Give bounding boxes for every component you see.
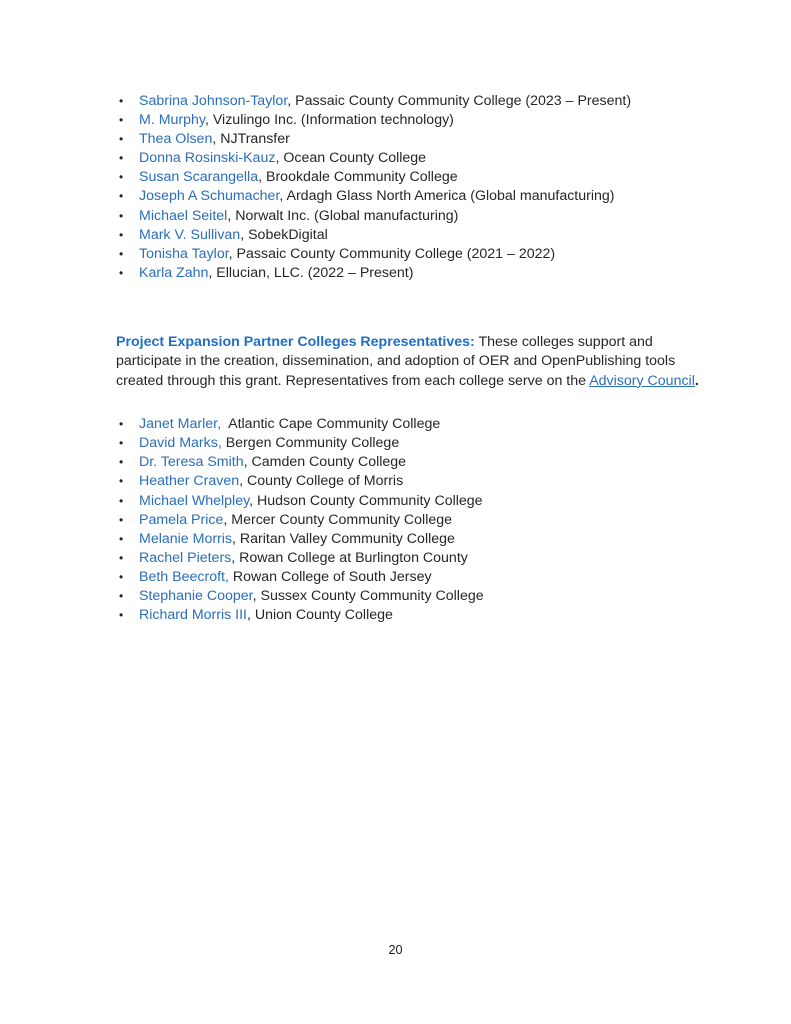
list-item bbox=[116, 549, 716, 568]
advisory-member-name-link[interactable]: Karla Zahn bbox=[139, 264, 209, 281]
partner-rep-affiliation: , Mercer County Community College bbox=[223, 511, 453, 528]
bullet-icon: • bbox=[119, 170, 124, 185]
bullet-icon: • bbox=[119, 189, 124, 204]
list-item bbox=[116, 245, 716, 264]
list-item bbox=[116, 187, 716, 206]
advisory-member-name-link[interactable]: Michael Seitel bbox=[139, 207, 228, 224]
bullet-icon: • bbox=[119, 608, 124, 623]
list-item bbox=[116, 472, 716, 491]
partner-rep-affiliation: , Sussex County Community College bbox=[252, 588, 484, 604]
partner-rep-affiliation: , Rowan College at Burlington County bbox=[231, 549, 468, 566]
bullet-icon: • bbox=[119, 417, 124, 432]
partner-rep-name-link[interactable]: Pamela Price bbox=[139, 511, 224, 528]
partner-rep-name-link[interactable]: Beth Beecroft, bbox=[139, 568, 229, 585]
bullet-icon: • bbox=[119, 132, 124, 147]
partner-rep-affiliation: , Hudson County Community College bbox=[249, 492, 483, 509]
partner-rep-affiliation: Rowan College of South Jersey bbox=[228, 568, 432, 585]
list-item bbox=[116, 264, 716, 283]
partner-rep-name-link[interactable]: Melanie Morris bbox=[139, 530, 233, 547]
bullet-icon: • bbox=[119, 436, 124, 451]
list-item bbox=[116, 168, 716, 187]
advisory-council-link[interactable]: Advisory Council bbox=[589, 372, 695, 389]
partner-rep-name-link[interactable]: Rachel Pieters bbox=[139, 549, 232, 566]
bullet-icon: • bbox=[119, 550, 124, 565]
bullet-icon: • bbox=[119, 474, 124, 489]
paragraph-list-spacer bbox=[116, 391, 716, 415]
page-number: 20 bbox=[388, 943, 403, 957]
list-item bbox=[116, 492, 716, 511]
list-item bbox=[116, 511, 716, 530]
bullet-icon: • bbox=[119, 151, 124, 166]
partner-colleges-body-before-link: These colleges support and participate in the creation, dissemination, and adoption of OER and OpenPublishing tools created through this grant. Representatives from each college serve on the bbox=[116, 333, 676, 389]
partner-rep-name-link[interactable]: Janet Marler, bbox=[139, 416, 222, 433]
advisory-member-affiliation: , Norwalt Inc. (Global manufacturing) bbox=[227, 207, 459, 224]
bullet-icon: • bbox=[119, 208, 124, 223]
bullet-icon: • bbox=[119, 531, 124, 546]
list-item bbox=[116, 130, 716, 149]
advisory-member-affiliation: , Vizulingo Inc. (Information technology) bbox=[204, 112, 454, 129]
list-item bbox=[116, 111, 716, 130]
advisory-member-affiliation: , Ocean County College bbox=[275, 150, 427, 167]
partner-rep-name-link[interactable]: Stephanie Cooper bbox=[139, 588, 253, 604]
list-item bbox=[116, 92, 716, 111]
advisory-member-name-link[interactable]: Tonisha Taylor bbox=[139, 245, 229, 262]
partner-rep-affiliation: , Camden County College bbox=[243, 454, 407, 471]
partner-colleges-list bbox=[116, 415, 716, 625]
list-item bbox=[116, 453, 716, 472]
advisory-member-affiliation: , Ellucian, LLC. (2022 – Present) bbox=[208, 264, 414, 281]
document-content bbox=[116, 92, 716, 625]
partner-rep-affiliation: , Union County College bbox=[247, 607, 393, 624]
partner-rep-name-link[interactable]: Dr. Teresa Smith bbox=[139, 454, 244, 471]
bullet-icon: • bbox=[119, 227, 124, 242]
advisory-member-affiliation: , Ardagh Glass North America (Global manufacturing) bbox=[279, 188, 615, 205]
advisory-member-affiliation: , Passaic County Community College (2021 – 2022) bbox=[228, 245, 556, 262]
advisory-member-affiliation: , Passaic County Community College (2023 – Present) bbox=[287, 93, 632, 109]
list-item bbox=[116, 606, 716, 625]
bullet-icon: • bbox=[119, 113, 124, 128]
partner-colleges-heading: Project Expansion Partner Colleges Representatives: bbox=[116, 333, 475, 350]
bullet-icon: • bbox=[119, 569, 124, 584]
advisory-member-name-link[interactable]: Mark V. Sullivan bbox=[139, 226, 241, 243]
bullet-icon: • bbox=[119, 589, 124, 603]
bullet-icon: • bbox=[119, 246, 124, 261]
partner-rep-affiliation: , County College of Morris bbox=[239, 473, 404, 490]
bullet-icon: • bbox=[119, 94, 124, 108]
advisory-member-name-link[interactable]: Sabrina Johnson-Taylor bbox=[139, 93, 288, 109]
partner-rep-affiliation: Atlantic Cape Community College bbox=[221, 416, 441, 433]
advisory-member-affiliation: , Brookdale Community College bbox=[258, 169, 458, 186]
advisory-member-name-link[interactable]: Thea Olsen bbox=[139, 131, 213, 148]
advisory-member-affiliation: , SobekDigital bbox=[240, 226, 328, 243]
list-item bbox=[116, 434, 716, 453]
advisory-board-list bbox=[116, 92, 716, 283]
bullet-icon: • bbox=[119, 512, 124, 527]
partner-colleges-paragraph bbox=[116, 333, 712, 391]
advisory-member-affiliation: , NJTransfer bbox=[212, 131, 290, 148]
list-item bbox=[116, 587, 716, 606]
advisory-member-name-link[interactable]: Joseph A Schumacher bbox=[139, 188, 280, 205]
list-item bbox=[116, 415, 716, 434]
list-item bbox=[116, 207, 716, 226]
list-item bbox=[116, 226, 716, 245]
partner-rep-name-link[interactable]: Heather Craven bbox=[139, 473, 240, 490]
partner-rep-name-link[interactable]: Richard Morris III bbox=[139, 607, 247, 624]
bullet-icon: • bbox=[119, 455, 124, 470]
list-item bbox=[116, 149, 716, 168]
bullet-icon: • bbox=[119, 265, 124, 280]
advisory-member-name-link[interactable]: Susan Scarangella bbox=[139, 169, 259, 186]
partner-rep-name-link[interactable]: Michael Whelpley bbox=[139, 492, 250, 509]
partner-rep-name-link[interactable]: David Marks, bbox=[139, 435, 222, 452]
list-item bbox=[116, 568, 716, 587]
partner-rep-affiliation: Bergen Community College bbox=[221, 435, 400, 452]
list-item bbox=[116, 530, 716, 549]
partner-colleges-body-after-link: . bbox=[694, 372, 699, 389]
advisory-member-name-link[interactable]: M. Murphy bbox=[139, 112, 205, 129]
advisory-member-name-link[interactable]: Donna Rosinski-Kauz bbox=[139, 150, 276, 167]
bullet-icon: • bbox=[119, 493, 124, 508]
partner-rep-affiliation: , Raritan Valley Community College bbox=[232, 530, 455, 547]
